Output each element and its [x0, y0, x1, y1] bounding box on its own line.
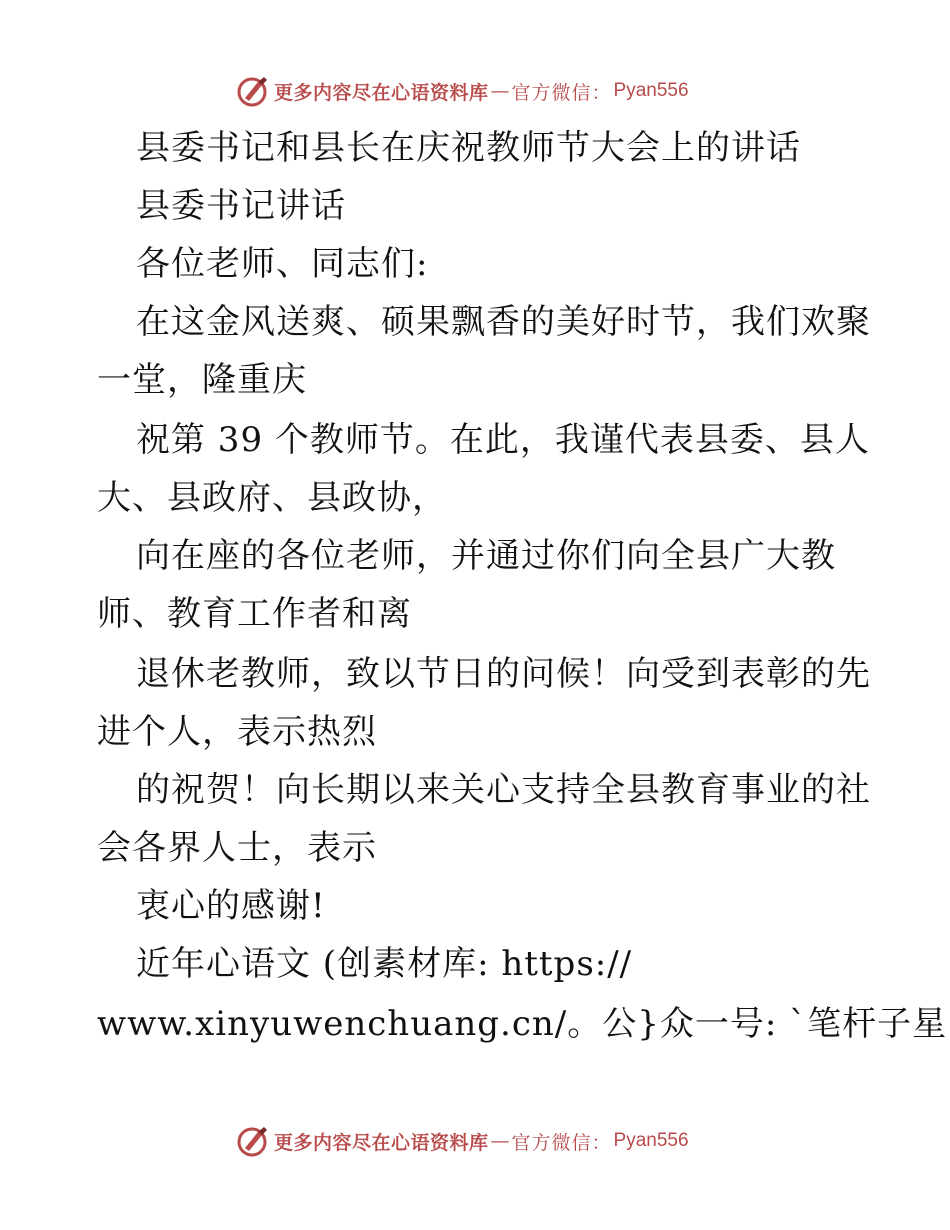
paragraph-line: 衷心的感谢! — [136, 886, 326, 926]
watermark-dash: — — [490, 1130, 510, 1152]
watermark-dash: — — [490, 80, 510, 102]
paragraph-line: 的祝贺！向长期以来关心支持全县教育事业的社 — [136, 770, 871, 810]
watermark-wechat-id: Pyan556 — [613, 80, 689, 101]
watermark-main-text: 更多内容尽在心语资料库 — [274, 1131, 489, 1154]
paragraph-line: 大、县政府、县政协， — [97, 478, 447, 518]
document-title: 县委书记和县长在庆祝教师节大会上的讲话 — [136, 128, 801, 168]
paragraph-line: 向在座的各位老师，并通过你们向全县广大教 — [136, 536, 836, 576]
pen-logo-icon — [236, 1124, 270, 1158]
paragraph-line: 一堂，隆重庆 — [97, 360, 307, 400]
watermark-wechat-label: 官方微信： — [511, 1131, 612, 1154]
paragraph-line: 师、教育工作者和离 — [97, 594, 412, 634]
watermark-wechat-id: Pyan556 — [613, 1130, 689, 1151]
salutation: 各位老师、同志们: — [136, 244, 429, 284]
paragraph-line: www.xinyuwenchuang.cn/。公}众一号: `笔杆子星 — [97, 1004, 948, 1044]
watermark-main-text: 更多内容尽在心语资料库 — [274, 81, 489, 104]
paragraph-line: 祝第 39 个教师节。在此，我谨代表县委、县人 — [136, 420, 870, 460]
footer-watermark — [236, 1124, 689, 1158]
paragraph-line: 进个人，表示热烈 — [97, 712, 377, 752]
watermark-wechat-label: 官方微信： — [511, 81, 612, 104]
pen-logo-icon — [236, 74, 270, 108]
paragraph-line: 会各界人士，表示 — [97, 828, 377, 868]
document-subtitle: 县委书记讲话 — [136, 186, 346, 226]
header-watermark — [236, 74, 689, 108]
paragraph-line: 退休老教师，致以节日的问候！向受到表彰的先 — [136, 654, 871, 694]
paragraph-line: 近年心语文 (创素材库: https:// — [136, 944, 633, 984]
paragraph-line: 在这金风送爽、硕果飘香的美好时节，我们欢聚 — [136, 302, 871, 342]
